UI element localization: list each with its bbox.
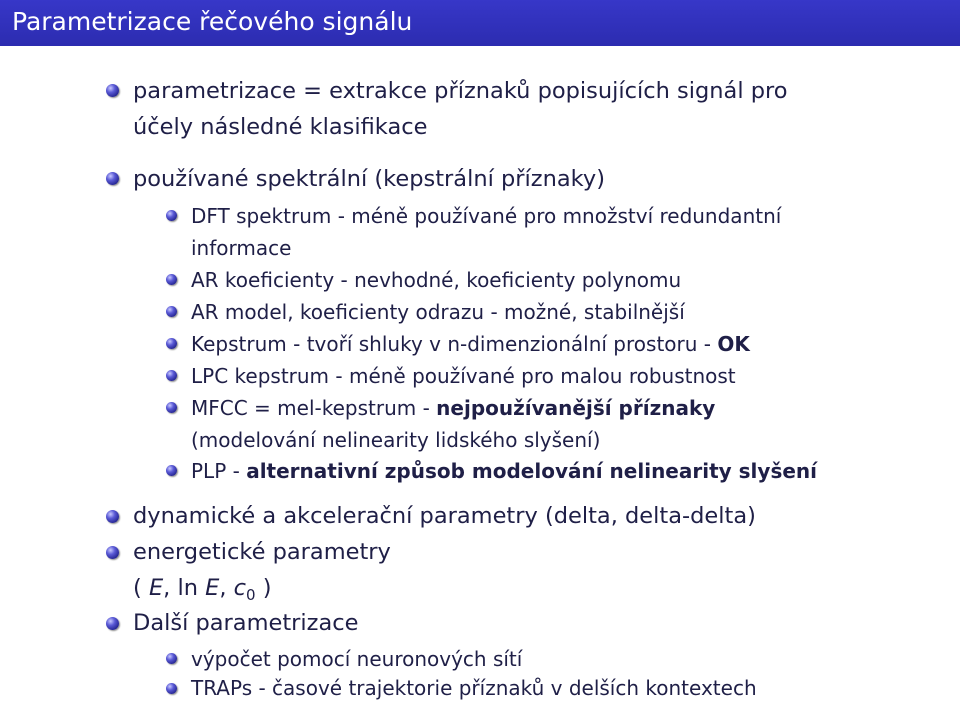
slide-header (0, 0, 960, 46)
sub-dft-line2: informace (191, 236, 292, 260)
comma: , (219, 575, 234, 601)
sub-lpc: LPC kepstrum - méně používané pro malou robustnost (191, 364, 736, 388)
text-ln: , ln (163, 575, 206, 601)
sub-dft-line1: DFT spektrum - méně používané pro množství redundantní (191, 204, 782, 228)
paren-close: ) (255, 575, 272, 601)
sub-bullet-ball-icon (166, 274, 177, 285)
bullet-energeticke-line2 (133, 574, 272, 604)
bullet-parametrizace-line1: parametrizace = extrakce příznaků popisujících signál pro (133, 78, 788, 104)
slide-title: Parametrizace řečového signálu (12, 7, 413, 36)
mfcc-bold: nejpoužívanější příznaky (436, 396, 716, 420)
sub-mfcc-line2: (modelování nelinearity lidského slyšení) (191, 428, 601, 452)
sub-ar-koeficienty: AR koeficienty - nevhodné, koeficienty polynomu (191, 268, 682, 292)
symbol-e: E (148, 575, 164, 601)
symbol-c: c (233, 575, 247, 601)
bullet-energeticke-line1: energetické parametry (133, 539, 391, 565)
sub-bullet-ball-icon (166, 653, 177, 664)
paren-open: ( (133, 575, 149, 601)
sub-ar-model: AR model, koeficienty odrazu - možné, stabilnější (191, 300, 685, 324)
bullet-parametrizace-line2: účely následné klasifikace (133, 114, 428, 140)
sub-kepstrum (191, 331, 750, 357)
plp-bold: alternativní způsob modelování nelinearity slyšení (246, 459, 818, 483)
bullet-ball-icon (106, 510, 119, 523)
bullet-dalsi: Další parametrizace (133, 610, 359, 636)
symbol-e2: E (205, 575, 220, 601)
sub-bullet-ball-icon (166, 465, 177, 476)
sub-mfcc-line1 (191, 395, 715, 421)
plp-text: PLP - (191, 459, 247, 483)
kepstrum-text: Kepstrum - tvoří shluky v n-dimenzionální prostoru - (191, 332, 718, 356)
sub-neuronove: výpočet pomocí neuronových sítí (191, 647, 523, 671)
subscript-0: 0 (246, 586, 256, 604)
sub-bullet-ball-icon (166, 370, 177, 381)
sub-traps: TRAPs - časové trajektorie příznaků v delších kontextech (191, 676, 757, 700)
sub-plp (191, 458, 817, 484)
sub-bullet-ball-icon (166, 683, 177, 694)
bullet-ball-icon (106, 617, 119, 630)
sub-bullet-ball-icon (166, 402, 177, 413)
kepstrum-ok: OK (717, 332, 750, 356)
bullet-ball-icon (106, 172, 119, 185)
bullet-dynamicke: dynamické a akcelerační parametry (delta, delta-delta) (133, 503, 756, 529)
sub-bullet-ball-icon (166, 306, 177, 317)
bullet-ball-icon (106, 546, 119, 559)
bullet-spektralni: používané spektrální (kepstrální příznaky) (133, 166, 605, 192)
sub-bullet-ball-icon (166, 338, 177, 349)
bullet-ball-icon (106, 84, 119, 97)
sub-bullet-ball-icon (166, 210, 177, 221)
mfcc-text: MFCC = mel-kepstrum - (191, 396, 437, 420)
